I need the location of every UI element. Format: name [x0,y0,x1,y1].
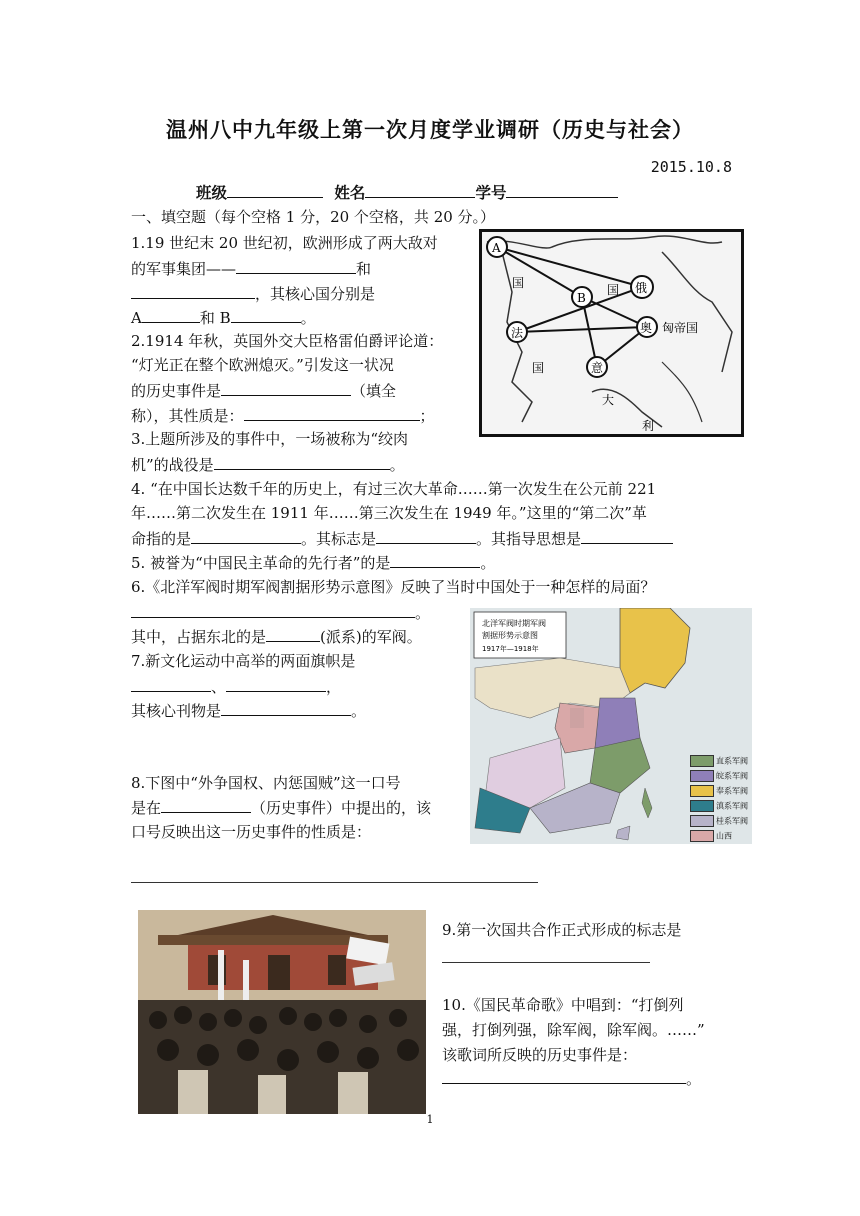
q1-core: ，其核心国分别是 [255,285,376,303]
q7-line3 [131,700,366,721]
q7-sep: 、 [211,678,227,696]
q4-blank3[interactable] [581,528,673,544]
q2-blank1[interactable] [221,380,351,396]
name-label: 姓名 [334,183,366,202]
legend-label-3: 奉系军阀 [716,786,748,796]
q4-ideology: 。其指导思想是 [476,530,582,548]
q8-line1: 8.下图中“外争国权、内惩国贼”这一口号 [131,774,401,792]
q7-blank3[interactable] [221,700,351,716]
q2-line2: “灯光正在整个欧洲熄灭。”引发这一状况 [131,356,394,374]
map1-label-xiong: 匈帝国 [662,321,699,335]
legend-row-4 [690,800,748,812]
q7-comma: ， [326,678,342,696]
map1-label-li: 利 [642,419,655,433]
q6-text: 其中，占据东北的是 [131,628,267,646]
q10-line2: 强，打倒列强，除军阀，除军阀。……” [442,1021,705,1039]
q3-line2 [131,454,405,475]
legend-row-3 [690,785,748,797]
q1-blank2[interactable] [131,283,255,299]
legend-label-1: 直系军阀 [716,756,748,766]
may-fourth-photo [138,910,426,1114]
q4-line1: 4. “在中国长达数千年的历史上，有过三次大革命……第一次发生在公元前 221 [131,480,657,498]
q7-line2 [131,676,341,697]
section-heading: 一、填空题（每个空格 1 分，20 个空格，共 20 分。） [131,208,496,226]
q8-answer-blank[interactable] [131,882,538,883]
q2-line4 [131,405,435,426]
q1-line1: 1.19 世纪末 20 世纪初，欧洲形成了两大敌对 [131,234,438,252]
warlord-map [470,608,752,844]
q3-line1: 3.上题所涉及的事件中，一场被称为“绞肉 [131,430,408,448]
q10-line1: 10.《国民革命歌》中唱到：“打倒列 [442,996,684,1014]
legend-row-5 [690,815,748,827]
legend-row-1 [690,755,748,767]
legend-swatch-4 [690,800,714,812]
q1-blank-a[interactable] [142,307,200,323]
map2-title-l1: 北洋军阀时期军阀 [482,619,546,628]
class-blank[interactable] [227,182,323,198]
q6-faction: (派系)的军阀。 [320,628,422,646]
q6-end: 。 [415,604,431,622]
q2-text: 的历史事件是 [131,382,222,400]
q5-line [131,552,495,573]
q10-end: 。 [686,1070,702,1088]
q1-text: 的军事集团—— [131,260,237,278]
q1-line2 [131,258,371,279]
map2-title-l2: 割据形势示意图 [482,631,538,640]
q4-blank2[interactable] [376,528,476,544]
legend-swatch-5 [690,815,714,827]
map1-label-b: B [577,291,586,305]
q1-blank1[interactable] [236,258,356,274]
q9-answer-blank[interactable] [442,962,650,963]
europe-map-drawing [482,232,741,434]
q2-line1: 2.1914 年秋，英国外交大臣格雷伯爵评论道： [131,332,444,350]
q5-blank[interactable] [390,552,480,568]
map1-label-ao: 奥 [640,321,653,335]
map1-label-fa: 法 [511,326,524,340]
q5-end: 。 [480,554,496,572]
q7-end: 。 [351,702,367,720]
legend-row-2 [690,770,748,782]
q10-blank[interactable] [442,1068,686,1084]
legend-label-6: 山西 [716,831,732,841]
q6-line1: 6.《北洋军阀时期军阀割据形势示意图》反映了当时中国处于一种怎样的局面？ [131,578,656,596]
q3-end: 。 [389,456,405,474]
q1-end: 。 [300,309,316,327]
q2-nature: 称），其性质是： [131,407,244,425]
q4-mark: 。其标志是 [301,530,377,548]
q4-line2: 年……第二次发生在 1911 年……第三次发生在 1949 年。”这里的“第二次”革 [131,504,647,522]
q1-and: 和 [356,260,372,278]
q4-text: 命指的是 [131,530,192,548]
legend-row-6 [690,830,732,842]
q8-line3: 口号反映出这一历史事件的性质是： [131,823,372,841]
map1-label-e: 俄 [635,281,648,295]
q7-blank2[interactable] [226,676,326,692]
legend-label-4: 滇系军阀 [716,801,748,811]
q10-line3: 该歌词所反映的历史事件是： [442,1046,638,1064]
protest-illustration [138,910,426,1114]
legend-swatch-2 [690,770,714,782]
q8-text: 是在 [131,799,162,817]
q1-line4 [131,307,316,328]
id-label: 学号 [475,183,507,202]
map1-label-guo1: 国 [512,276,525,290]
map1-label-da: 大 [602,393,615,407]
q4-blank1[interactable] [191,528,301,544]
europe-alliance-map [479,229,744,437]
q3-blank[interactable] [214,454,390,470]
q8-line2 [131,797,431,818]
q2-end: ； [419,407,435,425]
id-blank[interactable] [506,182,618,198]
legend-swatch-6 [690,830,714,842]
name-blank[interactable] [365,182,475,198]
map1-label-guo3: 国 [532,361,545,375]
map2-years: 1917年—1918年 [482,645,539,653]
q6-blank1[interactable] [131,602,415,618]
q6-line2 [131,602,430,623]
legend-swatch-1 [690,755,714,767]
q6-blank2[interactable] [266,626,320,642]
student-info-line [196,181,618,203]
map1-label-a: A [492,241,501,255]
q6-line3 [131,626,422,647]
exam-date: 2015.10.8 [650,158,732,176]
legend-label-5: 桂系军阀 [716,816,748,826]
q5-text: 5. 被誉为“中国民主革命的先行者”的是 [131,554,391,572]
q8-event: （历史事件）中提出的，该 [251,799,432,817]
q7-blank1[interactable] [131,676,211,692]
page-number: 1 [426,1113,434,1126]
legend-swatch-3 [690,785,714,797]
q7-line1: 7.新文化运动中高举的两面旗帜是 [131,652,356,670]
legend-label-2: 皖系军阀 [716,771,748,781]
page-title: 温州八中九年级上第一次月度学业调研（历史与社会） [166,117,694,142]
q1-b: 和 B [199,309,231,327]
q10-line4 [442,1068,701,1089]
q3-text: 机”的战役是 [131,456,214,474]
q2-line3 [131,380,396,401]
q2-blank2[interactable] [244,405,420,421]
q1-blank-b[interactable] [231,307,301,323]
q1-a: A [131,309,142,327]
q2-fill-full: （填全 [351,382,397,400]
q7-text: 其核心刊物是 [131,702,222,720]
q8-blank1[interactable] [161,797,251,813]
q1-line3 [131,283,375,304]
map1-label-guo2: 国 [607,283,620,297]
q9-line1: 9.第一次国共合作正式形成的标志是 [442,921,682,939]
class-label: 班级 [196,183,228,202]
map1-label-yi: 意 [591,361,604,375]
q4-line3 [131,528,673,549]
